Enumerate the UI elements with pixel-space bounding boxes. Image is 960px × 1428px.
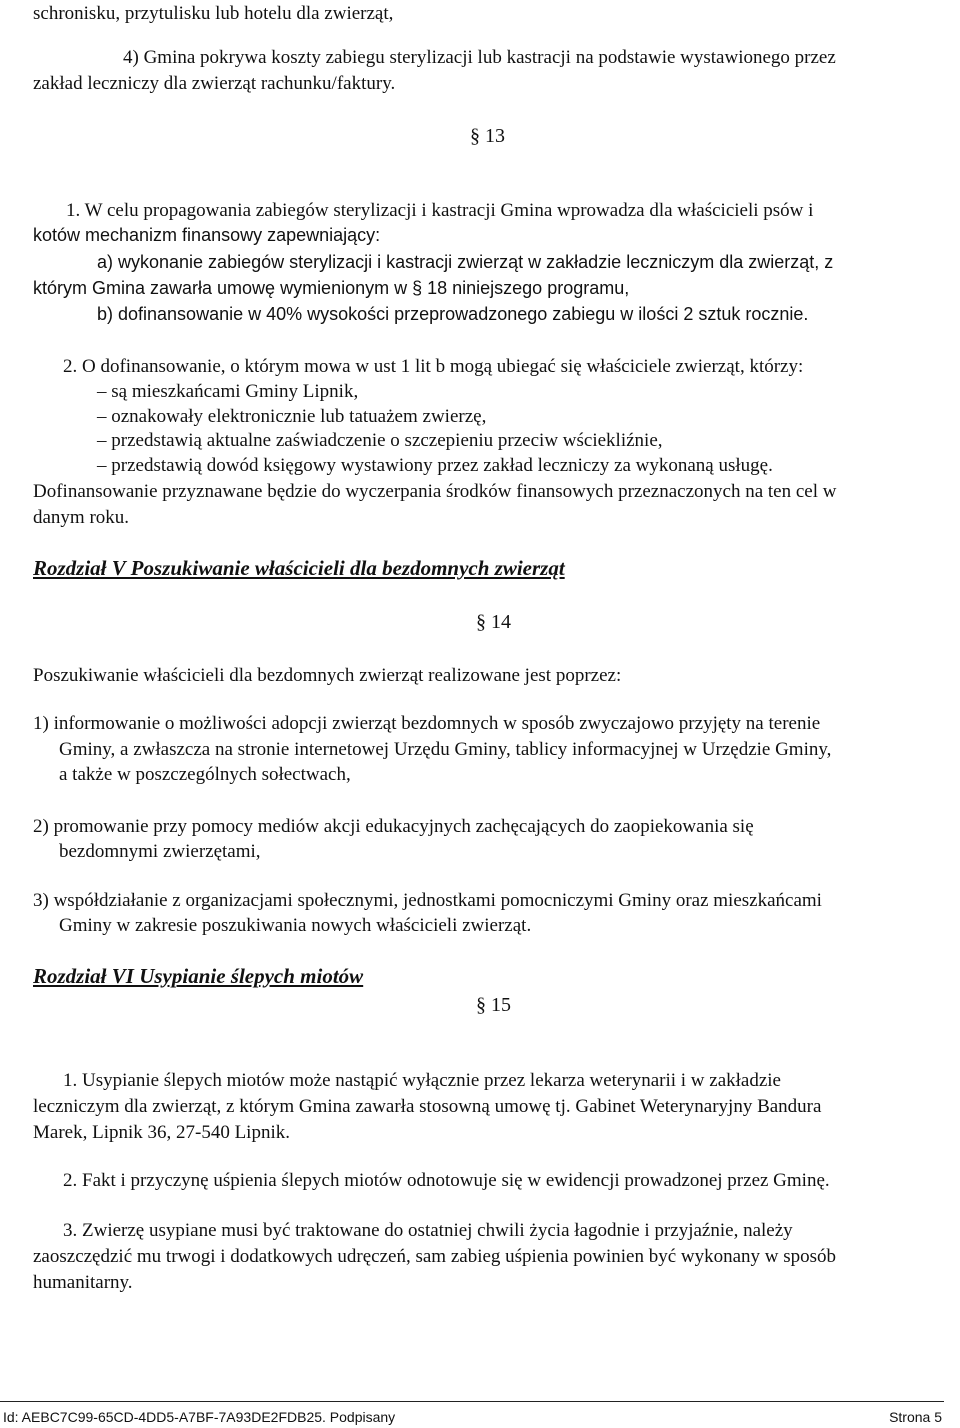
list-item: – są mieszkańcami Gminy Lipnik, xyxy=(97,381,359,402)
footer-divider xyxy=(0,1401,944,1402)
text-line: a) wykonanie zabiegów sterylizacji i kastracji zwierząt w zakładzie leczniczym dla zwierząt, z xyxy=(97,252,834,272)
footer-page-number: Strona 5 xyxy=(889,1409,942,1425)
text-line: a także w poszczególnych sołectwach, xyxy=(59,764,351,785)
chapter-heading: Rozdział VI Usypianie ślepych miotów xyxy=(33,964,364,988)
footer-document-id: Id: AEBC7C99-65CD-4DD5-A7BF-7A93DE2FDB25. Podpisany xyxy=(3,1409,396,1425)
text-line: 4) Gmina pokrywa koszty zabiegu sterylizacji lub kastracji na podstawie wystawionego przez xyxy=(123,47,836,68)
text-line: danym roku. xyxy=(33,507,130,528)
list-item: 1) informowanie o możliwości adopcji zwierząt bezdomnych w sposób zwyczajowo przyjęty na terenie xyxy=(33,713,821,734)
list-item: – przedstawią dowód księgowy wystawiony przez zakład leczniczy za wykonaną usługę. xyxy=(97,455,773,476)
text-line: bezdomnymi zwierzętami, xyxy=(59,841,261,862)
text-line: Marek, Lipnik 36, 27-540 Lipnik. xyxy=(33,1122,290,1143)
text-line: Dofinansowanie przyznawane będzie do wyczerpania środków finansowych przeznaczonych na ten cel w xyxy=(33,481,837,502)
text-line: 2. O dofinansowanie, o którym mowa w ust 1 lit b mogą ubiegać się właściciele zwierząt, którzy: xyxy=(63,356,804,377)
text-line: Gminy, a zwłaszcza na stronie internetowej Urzędu Gminy, tablicy informacyjnej w Urzędzie Gminy, xyxy=(59,739,832,760)
text-line: leczniczym dla zwierząt, z którym Gmina zawarła stosowną umowę tj. Gabinet Weterynaryjny Bandura xyxy=(33,1096,822,1117)
section-number: § 14 xyxy=(476,611,511,633)
list-item: 3) współdziałanie z organizacjami społecznymi, jednostkami pomocniczymi Gminy oraz mieszkańcami xyxy=(33,890,822,911)
chapter-heading: Rozdział V Poszukiwanie właścicieli dla bezdomnych zwierząt xyxy=(33,556,565,580)
text-line: schronisku, przytulisku lub hotelu dla zwierząt, xyxy=(33,3,394,24)
text-line: humanitarny. xyxy=(33,1272,133,1293)
list-item: – przedstawią aktualne zaświadczenie o szczepieniu przeciw wściekliźnie, xyxy=(97,430,663,451)
section-number: § 13 xyxy=(470,125,505,147)
text-line: Poszukiwanie właścicieli dla bezdomnych zwierząt realizowane jest poprzez: xyxy=(33,665,622,686)
text-line: kotów mechanizm finansowy zapewniający: xyxy=(33,225,381,245)
section-number: § 15 xyxy=(476,994,511,1016)
text-line: Gminy w zakresie poszukiwania nowych właścicieli zwierząt. xyxy=(59,915,532,936)
text-line: którym Gmina zawarła umowę wymienionym w § 18 niniejszego programu, xyxy=(33,278,630,298)
text-line: 3. Zwierzę usypiane musi być traktowane do ostatniej chwili życia łagodnie i przyjaźnie, należy xyxy=(63,1220,793,1241)
list-item: – oznakowały elektronicznie lub tatuażem zwierzę, xyxy=(97,406,487,427)
text-line: zaoszczędzić mu trwogi i dodatkowych udręczeń, sam zabieg uśpienia powinien być wykonany w sposób xyxy=(33,1246,837,1267)
list-item: 2) promowanie przy pomocy mediów akcji edukacyjnych zachęcających do zaopiekowania się xyxy=(33,816,754,837)
text-line: 1. Usypianie ślepych miotów może nastąpić wyłącznie przez lekarza weterynarii i w zakładzie xyxy=(63,1070,781,1091)
text-line: 1. W celu propagowania zabiegów sterylizacji i kastracji Gmina wprowadza dla właścicieli psów i xyxy=(66,200,814,221)
text-line: 2. Fakt i przyczynę uśpienia ślepych miotów odnotowuje się w ewidencji prowadzonej przez Gminę. xyxy=(63,1170,830,1191)
text-line: zakład leczniczy dla zwierząt rachunku/faktury. xyxy=(33,73,396,94)
text-line: b) dofinansowanie w 40% wysokości przeprowadzonego zabiegu w ilości 2 sztuk rocznie. xyxy=(97,304,809,324)
